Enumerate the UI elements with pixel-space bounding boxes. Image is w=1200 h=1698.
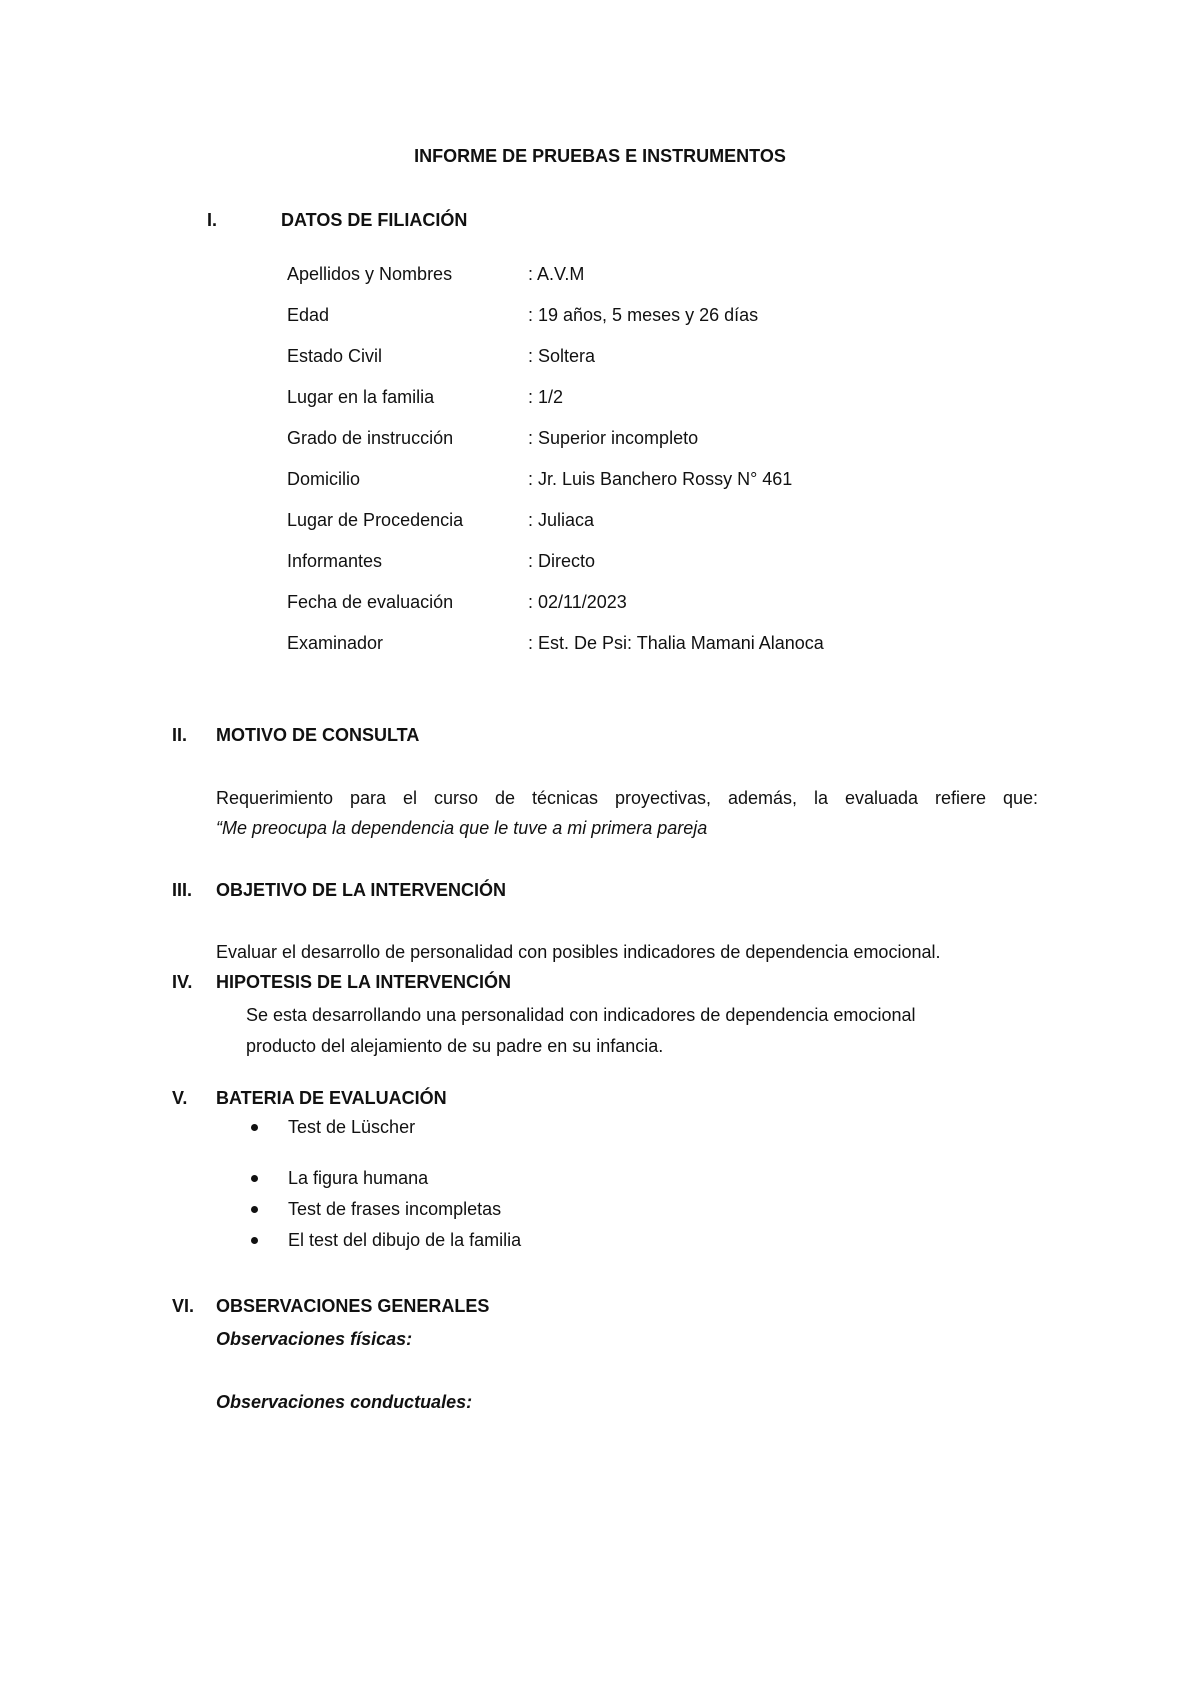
section-6-number: VI.	[172, 1296, 195, 1316]
bateria-item-luscher: Test de Lüscher	[288, 1117, 416, 1137]
field-label-apellidos: Apellidos y Nombres	[287, 264, 453, 284]
objetivo-text: Evaluar el desarrollo de personalidad con posibles indicadores de dependencia emocional.	[216, 942, 941, 962]
bateria-item-dibujo-familia: El test del dibujo de la familia	[288, 1230, 522, 1250]
field-value-grado-instruccion: : Superior incompleto	[528, 428, 699, 448]
field-label-estado-civil: Estado Civil	[287, 346, 383, 366]
document-title: INFORME DE PRUEBAS E INSTRUMENTOS	[414, 146, 786, 166]
field-value-lugar-familia: : 1/2	[528, 387, 564, 407]
observaciones-fisicas-heading: Observaciones físicas:	[216, 1329, 413, 1349]
field-label-examinador: Examinador	[287, 633, 384, 653]
section-2-number: II.	[172, 725, 188, 745]
bullet-icon	[251, 1237, 258, 1244]
field-value-edad: : 19 años, 5 meses y 26 días	[528, 305, 759, 325]
field-value-fecha: : 02/11/2023	[528, 592, 627, 612]
field-value-examinador: : Est. De Psi: Thalia Mamani Alanoca	[528, 633, 824, 653]
bullet-icon	[251, 1206, 258, 1213]
field-value-procedencia: : Juliaca	[528, 510, 595, 530]
bateria-item-figura-humana: La figura humana	[288, 1168, 429, 1188]
section-2-title: MOTIVO DE CONSULTA	[216, 725, 420, 745]
field-label-lugar-familia: Lugar en la familia	[287, 387, 435, 407]
section-5-title: BATERIA DE EVALUACIÓN	[216, 1088, 447, 1108]
field-label-grado-instruccion: Grado de instrucción	[287, 428, 454, 448]
motivo-quote: “Me preocupa la dependencia que le tuve a mi primera pareja	[216, 818, 708, 838]
section-5-number: V.	[172, 1088, 188, 1108]
motivo-line-1: Requerimiento para el curso de técnicas proyectivas, además, la evaluada refiere que:	[216, 788, 1038, 808]
section-4-number: IV.	[172, 972, 193, 992]
section-6-title: OBSERVACIONES GENERALES	[216, 1296, 490, 1316]
field-value-informantes: : Directo	[528, 551, 596, 571]
section-4-title: HIPOTESIS DE LA INTERVENCIÓN	[216, 972, 512, 992]
field-value-apellidos: : A.V.M	[528, 264, 585, 284]
section-3-number: III.	[172, 880, 193, 900]
section-1-title: DATOS DE FILIACIÓN	[281, 210, 468, 230]
bullet-icon	[251, 1175, 258, 1182]
observaciones-conductuales-heading: Observaciones conductuales:	[216, 1392, 473, 1412]
section-1-number: I.	[207, 210, 218, 230]
hipotesis-line-2: producto del alejamiento de su padre en su infancia.	[246, 1036, 664, 1056]
field-value-estado-civil: : Soltera	[528, 346, 596, 366]
field-label-domicilio: Domicilio	[287, 469, 361, 489]
bullet-icon	[251, 1124, 258, 1131]
field-value-domicilio: : Jr. Luis Banchero Rossy N° 461	[528, 469, 793, 489]
field-label-edad: Edad	[287, 305, 330, 325]
section-3-title: OBJETIVO DE LA INTERVENCIÓN	[216, 880, 507, 900]
field-label-procedencia: Lugar de Procedencia	[287, 510, 464, 530]
motivo-paragraph	[216, 783, 1038, 843]
hipotesis-line-1: Se esta desarrollando una personalidad con indicadores de dependencia emocional	[246, 1005, 916, 1025]
field-label-informantes: Informantes	[287, 551, 383, 571]
bateria-item-frases: Test de frases incompletas	[288, 1199, 502, 1219]
field-label-fecha: Fecha de evaluación	[287, 592, 454, 612]
